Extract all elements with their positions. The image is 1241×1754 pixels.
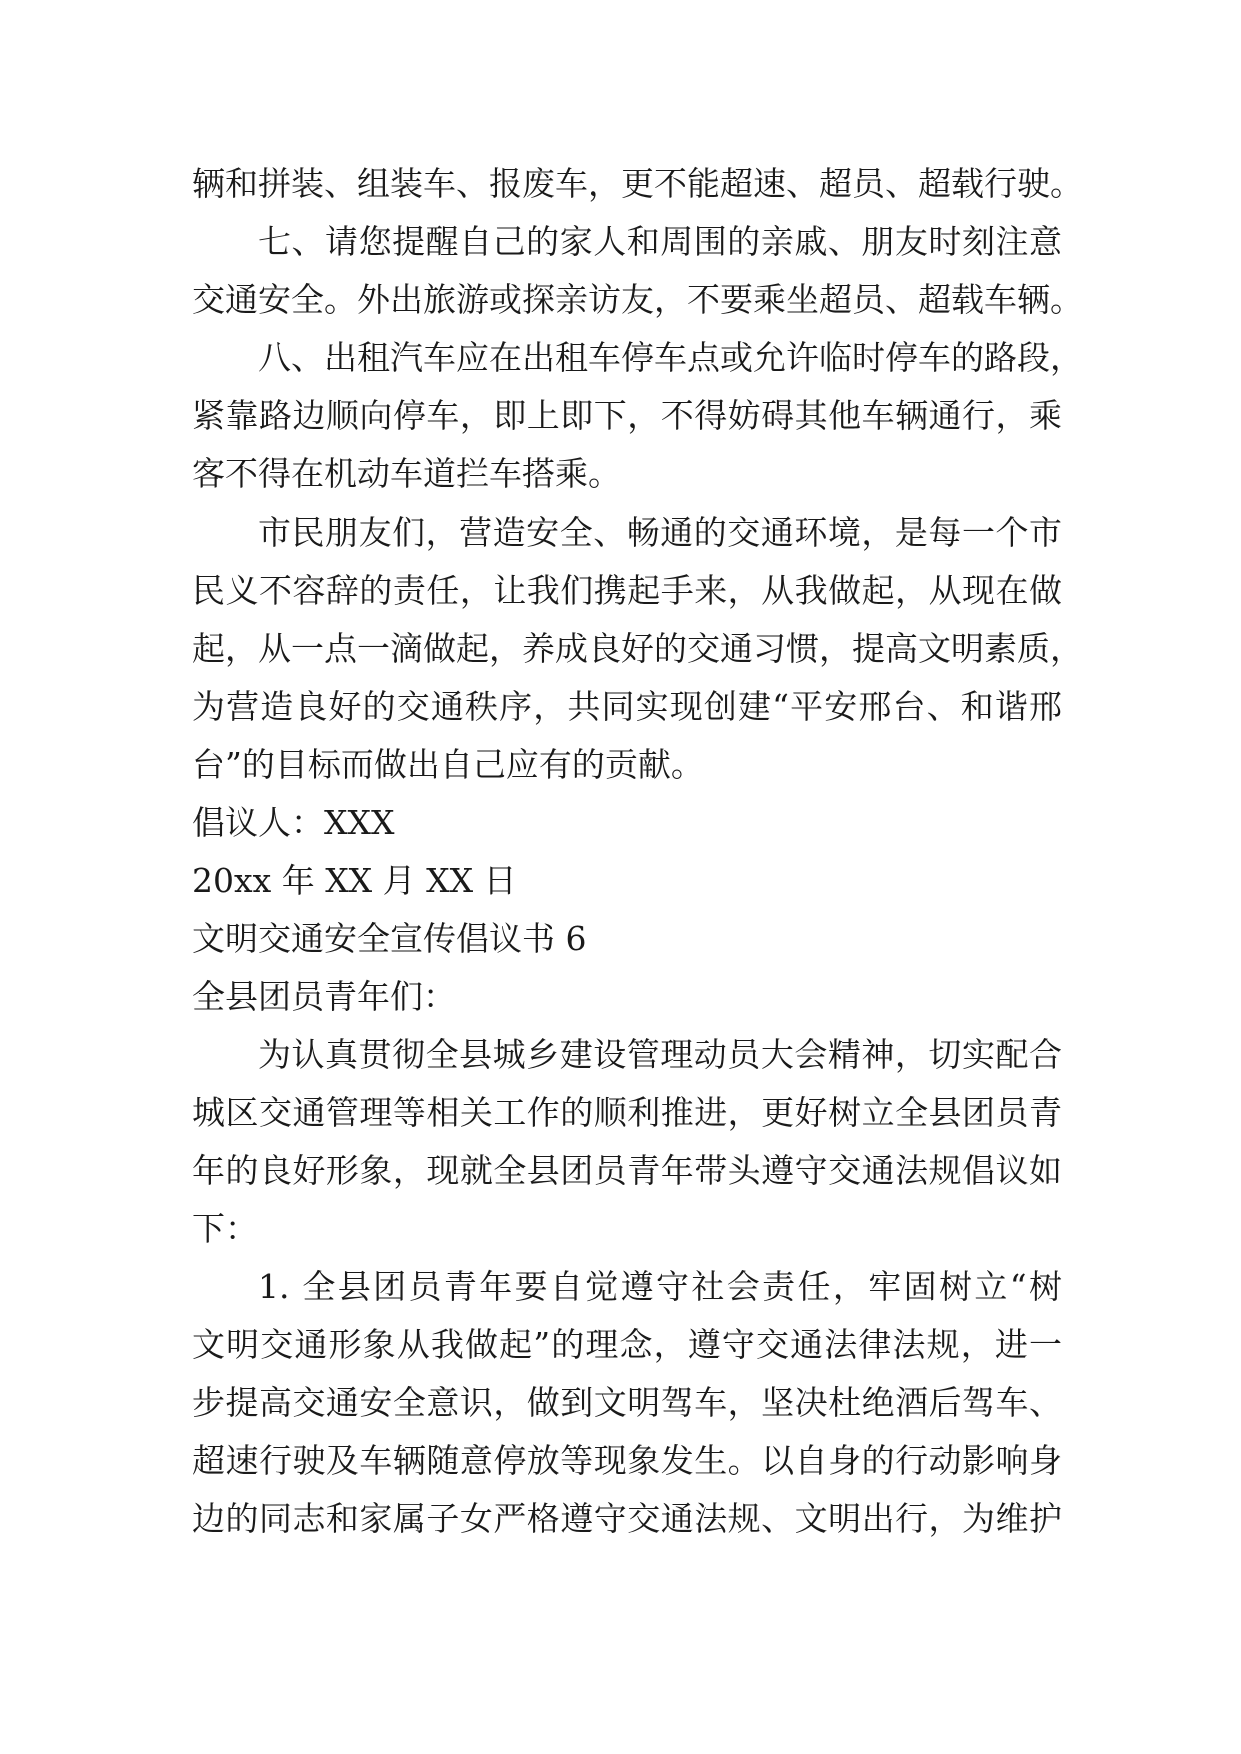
signatory: 倡议人：XXX (192, 803, 395, 842)
text-line: 辆和拼装、组装车、报废车，更不能超速、超员、超载行驶。 (192, 164, 1083, 203)
text-line: 步提高交通安全意识，做到文明驾车，坚决杜绝酒后驾车、 (192, 1383, 1062, 1422)
text-line: 超速行驶及车辆随意停放等现象发生。以自身的行动影响身 (192, 1441, 1062, 1480)
text-line: 客不得在机动车道拦车搭乘。 (192, 454, 621, 493)
text-line: 年的良好形象，现就全县团员青年带头遵守交通法规倡议如 (192, 1151, 1062, 1190)
text-line: 民义不容辞的责任，让我们携起手来，从我做起，从现在做 (192, 571, 1062, 610)
text-line: 边的同志和家属子女严格遵守交通法规、文明出行，为维护 (192, 1499, 1062, 1538)
text-line: 下： (192, 1209, 258, 1248)
text-line: 为营造良好的交通秩序，共同实现创建“平安邢台、和谐邢 (192, 687, 1062, 726)
date-line: 20xx 年 XX 月 XX 日 (192, 861, 517, 900)
text-line: 市民朋友们，营造安全、畅通的交通环境，是每一个市 (258, 513, 1062, 552)
text-line: 交通安全。外出旅游或探亲访友，不要乘坐超员、超载车辆。 (192, 280, 1083, 319)
text-line: 七、请您提醒自己的家人和周围的亲戚、朋友时刻注意 (258, 222, 1062, 261)
salutation: 全县团员青年们： (192, 977, 456, 1016)
text-line: 紧靠路边顺向停车，即上即下，不得妨碍其他车辆通行，乘 (192, 396, 1062, 435)
text-line: 1. 全县团员青年要自觉遵守社会责任，牢固树立“树 (258, 1267, 1062, 1306)
text-line: 城区交通管理等相关工作的顺利推进，更好树立全县团员青 (192, 1093, 1062, 1132)
text-line: 八、出租汽车应在出租车停车点或允许临时停车的路段， (258, 338, 1083, 377)
text-line: 文明交通形象从我做起”的理念，遵守交通法律法规，进一 (192, 1325, 1062, 1364)
text-line: 为认真贯彻全县城乡建设管理动员大会精神，切实配合 (258, 1035, 1062, 1074)
section-title: 文明交通安全宣传倡议书 6 (192, 919, 587, 958)
text-line: 台”的目标而做出自己应有的贡献。 (192, 745, 704, 784)
text-line: 起，从一点一滴做起，养成良好的交通习惯，提高文明素质， (192, 629, 1083, 668)
